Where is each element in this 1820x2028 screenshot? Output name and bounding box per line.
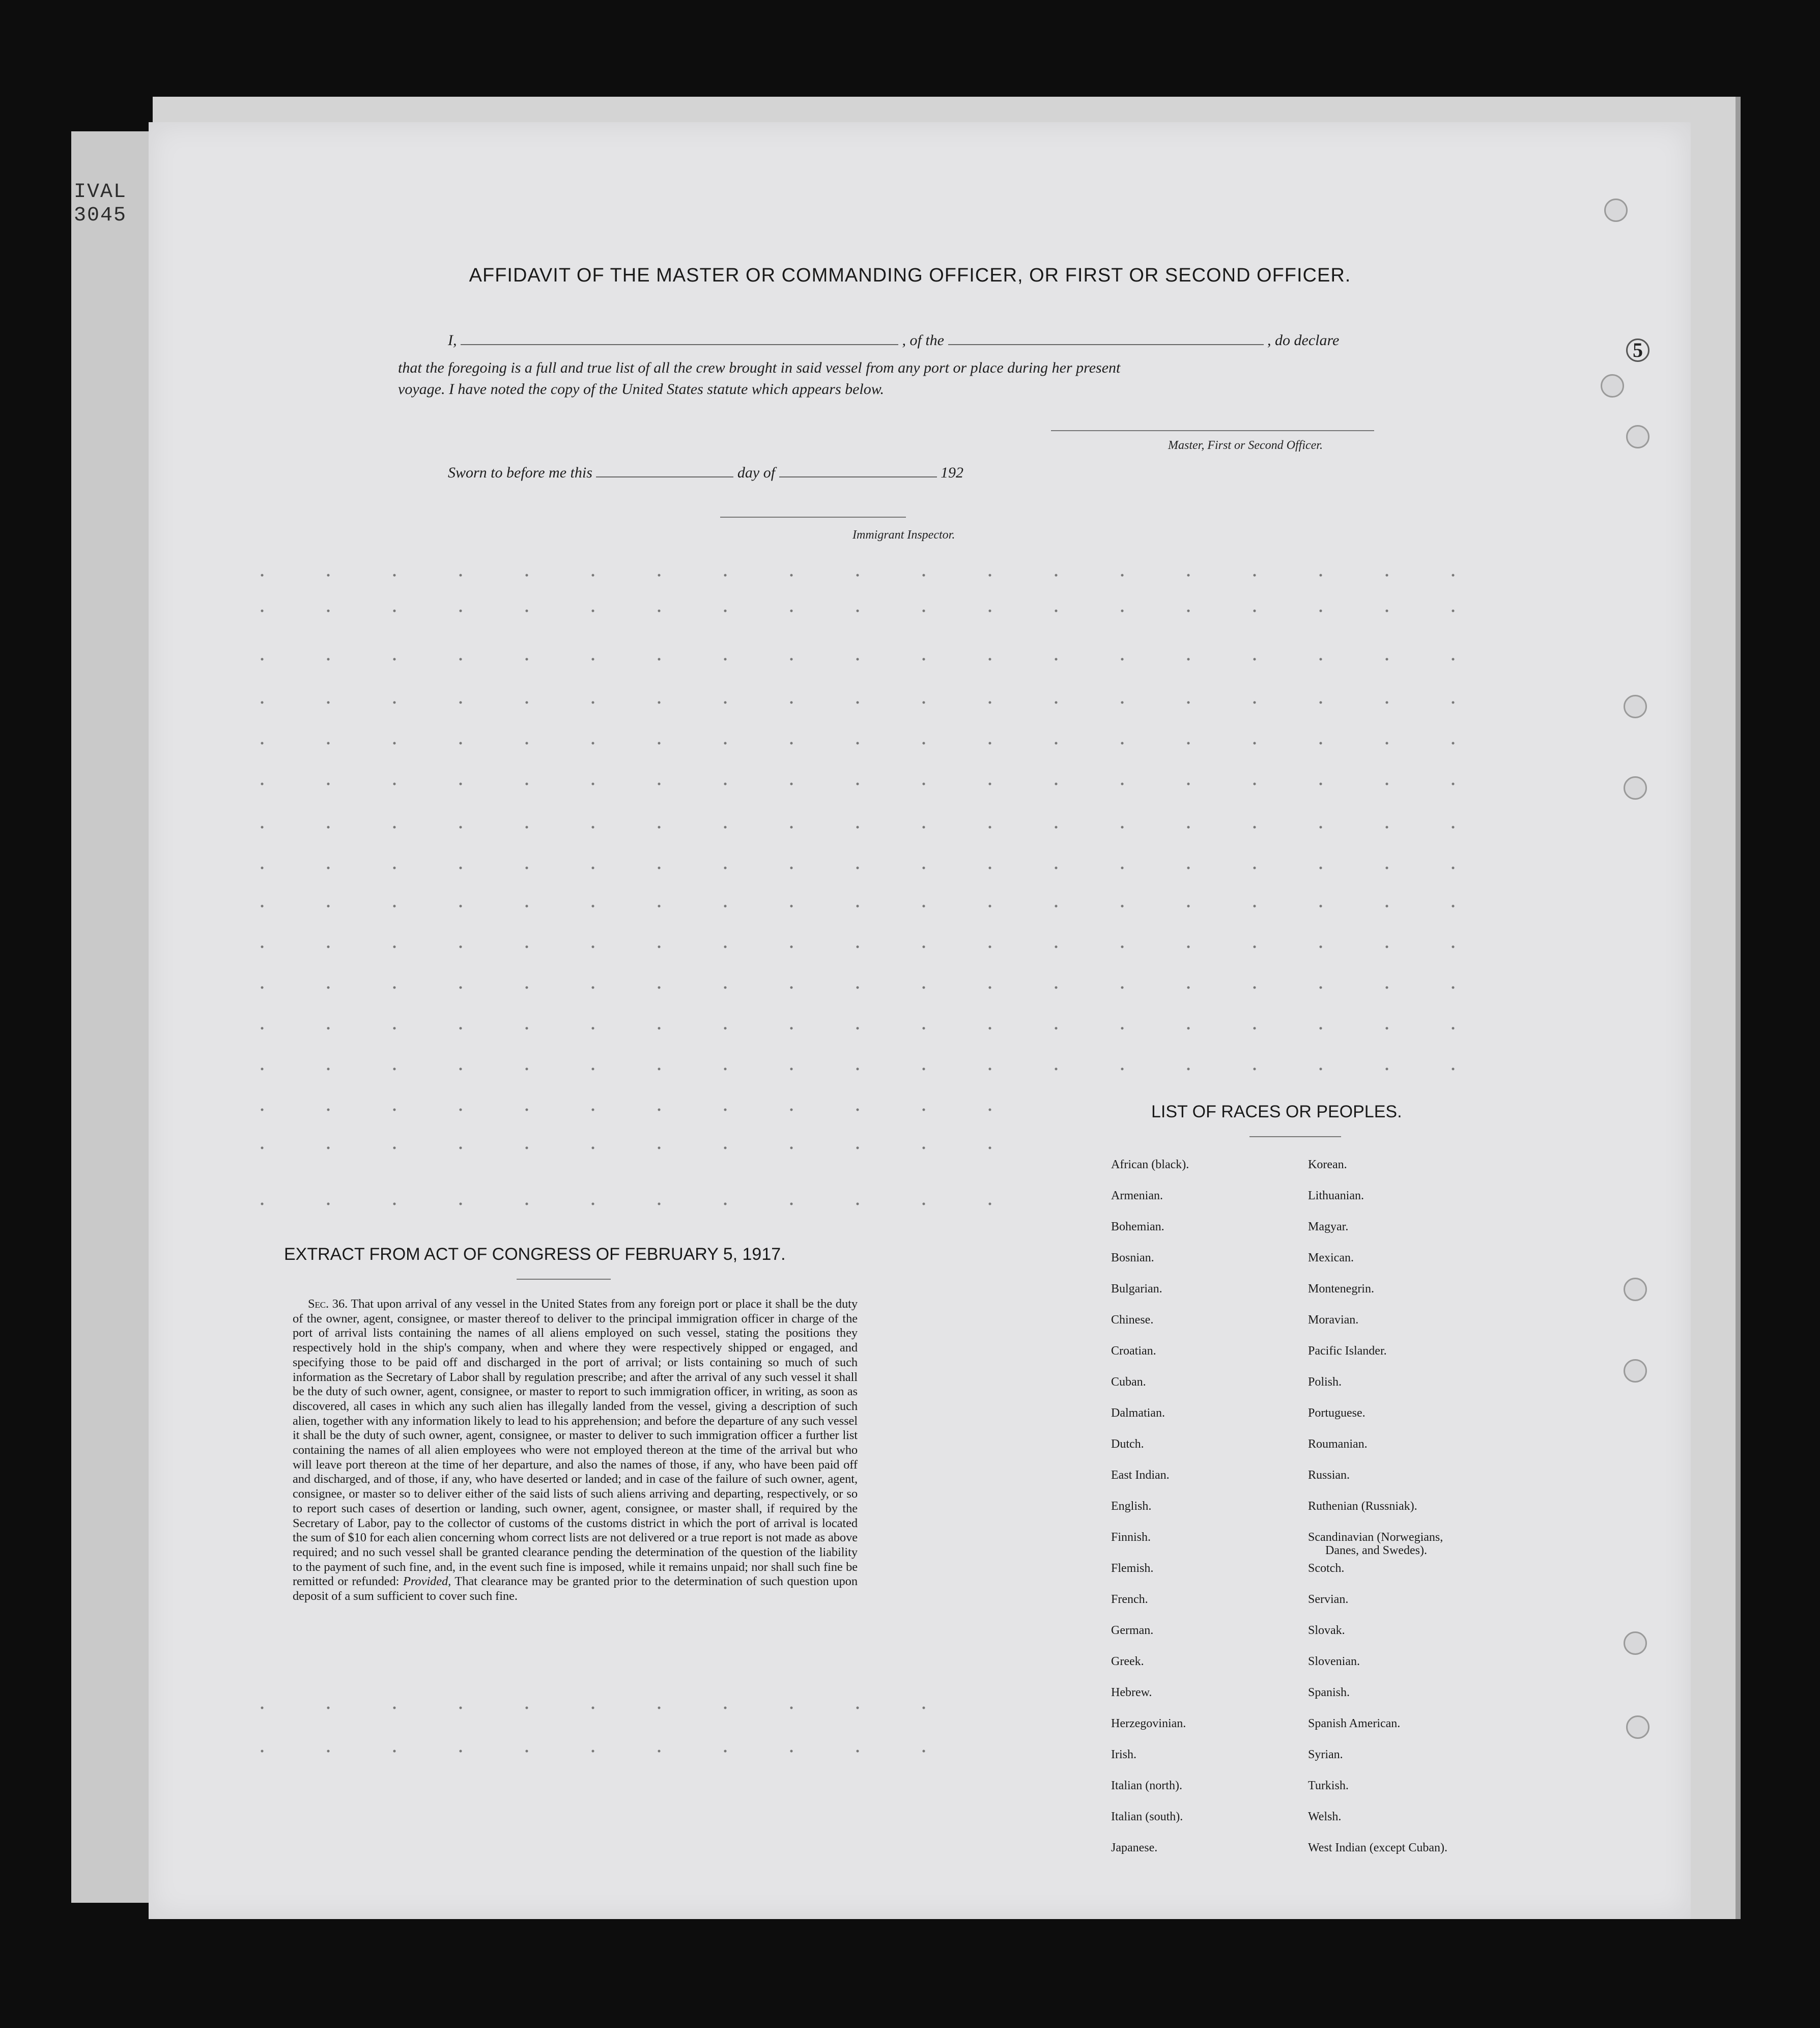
races-list-left [1111,1158,1189,1872]
race-item: Italian (north). [1111,1779,1182,1792]
race-item: Dalmatian. [1111,1406,1165,1420]
ghost-dot-row [229,985,1501,990]
extract-rule [517,1279,611,1280]
race-item: Mexican. [1308,1251,1354,1264]
race-item: Herzegovinian. [1111,1717,1186,1730]
race-item: Polish. [1308,1375,1342,1389]
sworn-text: Sworn to before me this [448,464,592,481]
race-item: Bulgarian. [1111,1282,1162,1295]
race-item: Croatian. [1111,1344,1156,1358]
ghost-dot-row [229,1705,942,1710]
stub-number: 3045 [74,204,127,227]
race-item: Hebrew. [1111,1686,1152,1699]
punch-hole [1626,1715,1650,1739]
inspector-signature-label: Immigrant Inspector. [852,528,955,542]
ghost-dot-row [229,825,1501,830]
ghost-dot-row [229,608,1501,613]
race-item: Korean. [1308,1158,1347,1171]
ghost-dot-row [229,573,1501,578]
ghost-dot-row [229,1749,942,1754]
race-item-text: Scandinavian (Norwegians, [1308,1531,1443,1544]
ghost-dot-row [229,1066,1501,1072]
declaration-line-2: that the foregoing is a full and true list of all the crew brought in said vessel from any port or place during her present [398,359,1121,376]
races-rule [1249,1136,1341,1137]
declaration-do-declare: , do declare [1267,332,1340,349]
ghost-dot-row [229,1145,992,1150]
race-item: Turkish. [1308,1779,1349,1792]
punch-hole [1624,695,1647,718]
race-item: Flemish. [1111,1562,1154,1575]
race-item: Italian (south). [1111,1810,1183,1823]
extract-title: EXTRACT FROM ACT OF CONGRESS OF FEBRUARY 5, 1917. [284,1245,786,1264]
punch-hole [1624,1359,1647,1383]
manifest-page [149,122,1691,1919]
affidavit-title: AFFIDAVIT OF THE MASTER OR COMMANDING OFFICER, OR FIRST OR SECOND OFFICER. [469,265,1351,286]
race-item: Roumanian. [1308,1438,1368,1451]
race-item: Syrian. [1308,1748,1343,1761]
master-signature-label: Master, First or Second Officer. [1168,439,1323,452]
declaration-of-the: , of the [902,332,944,349]
ghost-dot-row [229,781,1501,786]
sworn-month-blank[interactable] [779,462,937,477]
race-item: Scotch. [1308,1562,1345,1575]
race-item: Servian. [1308,1593,1349,1606]
ghost-dot-row [229,1201,992,1206]
extract-provided: Provided, [403,1574,451,1589]
race-item: Slovak. [1308,1624,1345,1637]
declaration-line [448,330,1339,349]
race-item-continuation: Danes, and Swedes). [1325,1544,1427,1557]
race-item: West Indian (except Cuban). [1308,1841,1447,1854]
inspector-signature-line[interactable] [720,517,906,518]
ghost-dot-row [229,1026,1501,1031]
ghost-dot-row [229,865,1501,870]
race-item: Japanese. [1111,1841,1158,1854]
race-item: Armenian. [1111,1189,1163,1202]
sworn-day-blank[interactable] [596,462,733,477]
ghost-dot-row [229,741,1501,746]
stub-label [74,181,127,228]
race-item: Magyar. [1308,1220,1349,1233]
race-item: Greek. [1111,1655,1144,1668]
races-title: LIST OF RACES OR PEOPLES. [1151,1102,1402,1121]
extract-body [293,1297,858,1604]
sworn-line [448,462,963,482]
punch-hole [1624,1631,1647,1655]
race-item: Slovenian. [1308,1655,1360,1668]
stub-line: IVAL [74,181,127,204]
race-item: Portuguese. [1308,1406,1366,1420]
vessel-blank[interactable] [948,330,1264,345]
race-item: Spanish. [1308,1686,1350,1699]
race-item: German. [1111,1624,1154,1637]
race-item: East Indian. [1111,1469,1170,1482]
race-item: Dutch. [1111,1438,1144,1451]
page-marker: 5 [1626,339,1650,362]
sworn-day-of: day of [737,464,776,481]
race-item [1308,1531,1447,1562]
races-list-right [1308,1158,1447,1872]
race-item: English. [1111,1500,1152,1513]
punch-hole [1624,1278,1647,1301]
extract-text-end: That clearance may be granted prior to the determination of such question upon deposit of a sum sufficient to cover such fine. [293,1574,858,1603]
race-item: Pacific Islander. [1308,1344,1387,1358]
ghost-dot-row [229,1107,992,1112]
race-item: Moravian. [1308,1313,1359,1327]
declaration-i: I, [448,332,457,349]
ghost-dot-row [229,904,1501,909]
ghost-dot-row [229,700,1501,705]
race-item: African (black). [1111,1158,1189,1171]
declaration-line-3: voyage. I have noted the copy of the United States statute which appears below. [398,381,885,398]
punch-hole [1624,776,1647,800]
race-item: Cuban. [1111,1375,1146,1389]
race-item: Lithuanian. [1308,1189,1364,1202]
punch-hole [1604,199,1628,222]
master-signature-line[interactable] [1051,430,1374,431]
race-item: Bohemian. [1111,1220,1164,1233]
race-item: Welsh. [1308,1810,1342,1823]
name-blank[interactable] [461,330,898,345]
race-item: Ruthenian (Russniak). [1308,1500,1417,1513]
punch-hole [1601,374,1624,398]
ghost-dot-row [229,944,1501,949]
punch-hole [1626,425,1650,448]
race-item: Chinese. [1111,1313,1154,1327]
extract-text-main: That upon arrival of any vessel in the United States from any foreign port or place it shall be the duty of the owner, agent, consignee, or master thereof to deliver to the principal immigration officer in charge of the port of arrival lists containing the names of all aliens employed on such vessel, stating the positions they respectively hold in the ship's company, when and where they were respectively shipped or engaged, and specifying those to be paid off and discharged in the port of arrival; or lists containing so much of such information as the Secretary of Labor shall by regulation prescribe; and after the arrival of any such vessel it shall be the duty of such owner, agent, consignee, or master to report to such immigration officer, in writing, as soon as discovered, all cases in which any such alien has illegally landed from the vessel, giving a description of such alien, together with any information likely to lead to his apprehension; and before the departure of any such vessel it shall be the duty of such owner, agent, consignee, or master to deliver to such immigration officer a further list containing the names of all alien employees who were not employed thereon at the time of the arrival but who will leave port thereon at the time of her departure, and also the names of those, if any, who have been paid off and discharged, and of those, if any, who have deserted or landed; and in case of the failure of such owner, agent, consignee, or master so to deliver either of the said lists of such aliens arriving and departing, respectively, or so to report such cases of desertion or landing, such owner, agent, consignee, or master shall, if required by the Secretary of Labor, pay to the collector of customs of the customs district in which the port of arrival is located the sum of $10 for each alien concerning whom correct lists are not delivered or a true report is not made as above required; and no such vessel shall be granted clearance pending the determination of the question of the liability to the payment of such fine, and, in the event such fine is imposed, while it remains unpaid; nor shall such fine be remitted or refunded: [293,1297,858,1589]
section-label: Sec. 36. [308,1297,348,1311]
race-item: Russian. [1308,1469,1350,1482]
race-item: Bosnian. [1111,1251,1154,1264]
race-item: French. [1111,1593,1148,1606]
race-item: Irish. [1111,1748,1136,1761]
race-item: Spanish American. [1308,1717,1401,1730]
sworn-year: 192 [941,464,964,481]
race-item: Montenegrin. [1308,1282,1374,1295]
ghost-dot-row [229,657,1501,662]
race-item: Finnish. [1111,1531,1151,1544]
